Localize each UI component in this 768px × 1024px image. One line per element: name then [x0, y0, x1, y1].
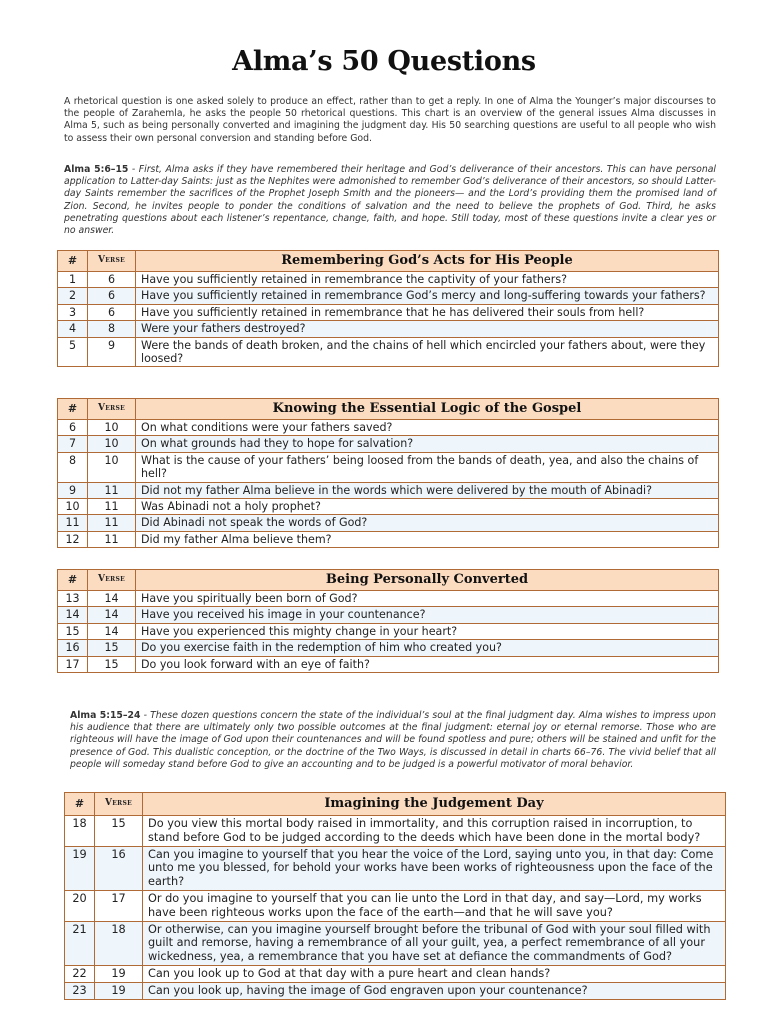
table-row	[58, 452, 719, 482]
question-text: Have you experienced this mighty change in your heart?	[136, 623, 719, 639]
question-text: Have you sufficiently retained in remembrance the captivity of your fathers?	[136, 272, 719, 288]
question-number: 13	[58, 591, 88, 607]
table-row	[58, 656, 719, 672]
question-text: Did my father Alma believe them?	[136, 531, 719, 547]
verse-number: 15	[95, 816, 143, 847]
question-number: 8	[58, 452, 88, 482]
verse-number: 9	[88, 337, 136, 367]
questions-table-remembering	[57, 250, 719, 367]
question-number: 1	[58, 272, 88, 288]
verse-number: 14	[88, 591, 136, 607]
question-text: Do you view this mortal body raised in immortality, and this corruption raised in incorruption, to stand before God to be judged according to the deeds which have been done in the mortal body?	[143, 816, 726, 847]
questions-table-converted	[57, 569, 719, 673]
table-row	[58, 321, 719, 337]
verse-number: 14	[88, 607, 136, 623]
question-text: Do you look forward with an eye of faith?	[136, 656, 719, 672]
question-number: 6	[58, 420, 88, 436]
questions-table-gospel-logic	[57, 398, 719, 548]
question-number: 20	[65, 890, 95, 921]
intro-paragraph: A rhetorical question is one asked solely to produce an effect, rather than to get a reply. In one of Alma the Younger’s major discourses to the people of Zarahemla, he asks the people 50 rhetorical questions. This chart is an overview of the general issues Alma discusses in Alma 5, such as being personally converted and imagining the judgment day. His 50 searching questions are useful to all people who wish to assess their own personal conversion and standing before God.	[64, 96, 716, 144]
section-intro-alma-5-6-15	[64, 164, 716, 237]
verse-number: 6	[88, 272, 136, 288]
column-header-verse: Verse	[88, 251, 136, 272]
verse-number: 11	[88, 531, 136, 547]
table-row	[58, 482, 719, 498]
question-number: 9	[58, 482, 88, 498]
question-number: 23	[65, 982, 95, 999]
question-number: 15	[58, 623, 88, 639]
table-row	[58, 531, 719, 547]
column-header-verse: Verse	[88, 570, 136, 591]
table-row	[65, 890, 726, 921]
question-number: 18	[65, 816, 95, 847]
column-header-number: #	[65, 793, 95, 816]
questions-table-judgement-day	[64, 792, 726, 1000]
verse-number: 11	[88, 499, 136, 515]
table-header-row	[58, 570, 719, 591]
question-text: Have you sufficiently retained in remembrance God’s mercy and long-suffering towards your fathers?	[136, 288, 719, 304]
table-row	[58, 607, 719, 623]
table-header-row	[58, 399, 719, 420]
question-text: Have you spiritually been born of God?	[136, 591, 719, 607]
table-title: Imagining the Judgement Day	[143, 793, 726, 816]
verse-number: 10	[88, 436, 136, 452]
question-text: Can you imagine to yourself that you hear the voice of the Lord, saying unto you, in that day: Come unto me you blessed, for behold your works have been works of righteousness upon the face of the earth?	[143, 846, 726, 890]
table-header-row	[65, 793, 726, 816]
question-text: On what conditions were your fathers saved?	[136, 420, 719, 436]
question-text: Do you exercise faith in the redemption of him who created you?	[136, 640, 719, 656]
verse-number: 18	[95, 921, 143, 965]
verse-number: 6	[88, 288, 136, 304]
section-intro-alma-5-15-24	[70, 710, 716, 771]
question-text: Were your fathers destroyed?	[136, 321, 719, 337]
question-number: 3	[58, 304, 88, 320]
question-text: Were the bands of death broken, and the chains of hell which encircled your fathers about, were they loosed?	[136, 337, 719, 367]
verse-number: 6	[88, 304, 136, 320]
page-title: Alma’s 50 Questions	[232, 46, 536, 77]
question-text: Have you received his image in your countenance?	[136, 607, 719, 623]
table-row	[58, 304, 719, 320]
verse-number: 17	[95, 890, 143, 921]
question-number: 16	[58, 640, 88, 656]
scripture-reference: Alma 5:15–24	[70, 710, 141, 721]
column-header-number: #	[58, 399, 88, 420]
question-number: 17	[58, 656, 88, 672]
column-header-number: #	[58, 570, 88, 591]
question-number: 22	[65, 965, 95, 982]
table-row	[58, 499, 719, 515]
question-number: 7	[58, 436, 88, 452]
column-header-number: #	[58, 251, 88, 272]
question-number: 14	[58, 607, 88, 623]
verse-number: 15	[88, 640, 136, 656]
table-row	[58, 272, 719, 288]
question-text: On what grounds had they to hope for salvation?	[136, 436, 719, 452]
question-number: 2	[58, 288, 88, 304]
table-title: Being Personally Converted	[136, 570, 719, 591]
scripture-reference: Alma 5:6–15	[64, 164, 129, 175]
question-text: Have you sufficiently retained in remembrance that he has delivered their souls from hell?	[136, 304, 719, 320]
question-text: Can you look up to God at that day with a pure heart and clean hands?	[143, 965, 726, 982]
question-text: Or otherwise, can you imagine yourself brought before the tribunal of God with your soul filled with guilt and remorse, having a remembrance of all your guilt, yea, a perfect remembrance of all your wickedness, yea, a remembrance that you have set at defiance the commandments of God?	[143, 921, 726, 965]
table-row	[65, 846, 726, 890]
question-number: 21	[65, 921, 95, 965]
verse-number: 11	[88, 515, 136, 531]
table-row	[58, 591, 719, 607]
question-number: 4	[58, 321, 88, 337]
table-row	[65, 816, 726, 847]
table-row	[58, 623, 719, 639]
verse-number: 19	[95, 982, 143, 999]
verse-number: 16	[95, 846, 143, 890]
question-text: Or do you imagine to yourself that you can lie unto the Lord in that day, and say—Lord, my works have been righteous works upon the face of the earth—and that he will save you?	[143, 890, 726, 921]
verse-number: 11	[88, 482, 136, 498]
table-row	[58, 288, 719, 304]
table-row	[58, 420, 719, 436]
table-row	[58, 337, 719, 367]
question-number: 11	[58, 515, 88, 531]
verse-number: 19	[95, 965, 143, 982]
verse-number: 14	[88, 623, 136, 639]
question-number: 10	[58, 499, 88, 515]
question-text: Was Abinadi not a holy prophet?	[136, 499, 719, 515]
verse-number: 10	[88, 420, 136, 436]
question-text: Did Abinadi not speak the words of God?	[136, 515, 719, 531]
question-text: Did not my father Alma believe in the words which were delivered by the mouth of Abinadi?	[136, 482, 719, 498]
table-title: Knowing the Essential Logic of the Gospel	[136, 399, 719, 420]
question-text: Can you look up, having the image of God engraven upon your countenance?	[143, 982, 726, 999]
table-title: Remembering God’s Acts for His People	[136, 251, 719, 272]
table-row	[65, 965, 726, 982]
table-row	[58, 436, 719, 452]
table-row	[65, 982, 726, 999]
table-row	[58, 515, 719, 531]
verse-number: 10	[88, 452, 136, 482]
verse-number: 15	[88, 656, 136, 672]
table-header-row	[58, 251, 719, 272]
question-number: 12	[58, 531, 88, 547]
question-number: 19	[65, 846, 95, 890]
table-row	[65, 921, 726, 965]
question-text: What is the cause of your fathers’ being loosed from the bands of death, yea, and also the chains of hell?	[136, 452, 719, 482]
column-header-verse: Verse	[88, 399, 136, 420]
question-number: 5	[58, 337, 88, 367]
section-intro-text: - First, Alma asks if they have remembered their heritage and God’s deliverance of their ancestors. This can have personal application to Latter-day Saints: just as the Nephites were admonished to remember God’s deliverance of their ancestors, so should Latter-day Saints remember the sacrifices of the Prophet Joseph Smith and the pioneers— and the Lord’s providing them the promised land of Zion. Second, he invites people to ponder the conditions of salvation and the need to believe the prophets of God. Third, he asks penetrating questions about each listener’s repentance, change, faith, and hope. Still today, most of these questions invite a clear yes or no answer.	[64, 164, 716, 237]
verse-number: 8	[88, 321, 136, 337]
table-row	[58, 640, 719, 656]
column-header-verse: Verse	[95, 793, 143, 816]
section-intro-text: - These dozen questions concern the state of the individual’s soul at the final judgment day. Alma wishes to impress upon his audience that there are ultimately only two possible outcomes at the final judgment: eternal joy or eternal remorse. Those who are righteous will have the image of God upon their countenances and will be found spotless and pure; others will be stained and unfit for the presence of God. This dualistic conception, or the doctrine of the Two Ways, is discussed in detail in charts 66–76. The vivid belief that all people will someday stand before God to give an accounting and to be judged is a powerful motivator of moral behavior.	[70, 710, 716, 770]
